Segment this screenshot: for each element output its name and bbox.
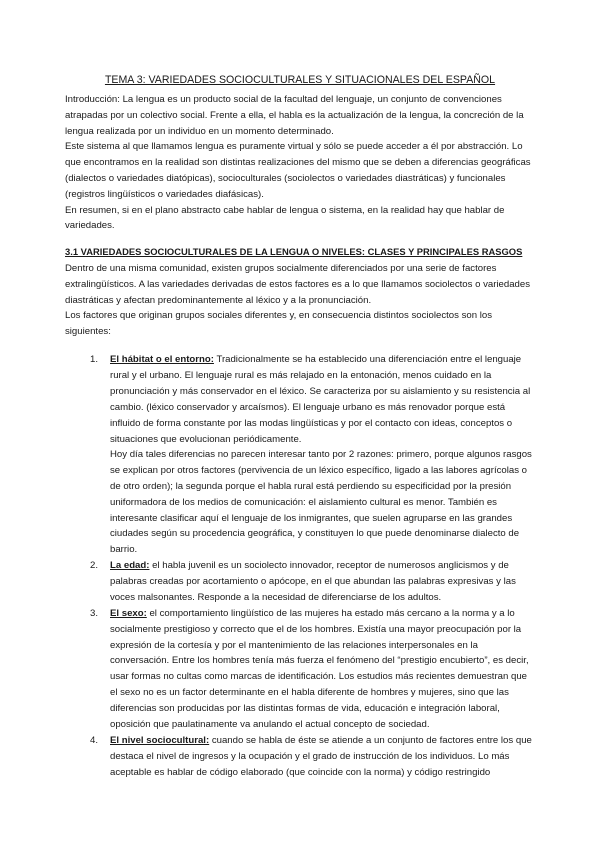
- list-number: 4.: [90, 734, 99, 746]
- introduction: [65, 92, 540, 234]
- section-paragraph: Dentro de una misma comunidad, existen grupos socialmente diferenciados por una serie de factores extralingüísticos. A las variedades derivadas de estos factores es a lo que llamamos sociolectos o variedades diastráticas y afectan predominantemente al léxico y a la pronunciación.: [65, 263, 531, 306]
- intro-paragraph: En resumen, si en el plano abstracto cabe hablar de lengua o sistema, en la realidad hay que hablar de variedades.: [65, 204, 505, 232]
- list-item: [65, 558, 535, 606]
- section-paragraph: Los factores que originan grupos sociales diferentes y, en consecuencia distintos sociolectos son los siguientes:: [65, 310, 492, 338]
- list-item: [65, 606, 535, 733]
- factor-text: Hoy día tales diferencias no parecen interesar tanto por 2 razones: primero, porque algunos rasgos se explican por otros factores (pervivencia de un léxico específico, ligado a las labores agrícolas o de otro orden); la segunda porque el habla rural está perdiendo su especificidad por la presión uniformadora de los medios de comunicación: el aislamiento cultural es menor. También es interesante clasificar aquí el lenguaje de los inmigrantes, que suelen agruparse en las grandes ciudades según su procedencia geográfica, y constituyen lo que puede denominarse dialecto de barrio.: [110, 449, 532, 556]
- factors-list: [65, 352, 535, 781]
- factor-text: el habla juvenil es un sociolecto innovador, receptor de numerosos anglicismos y de palabras creadas por acortamiento o apócope, en el que abundan las palabras expresivas y las voces malsonantes. Responde a la necesidad de diferenciarse de los adultos.: [110, 560, 516, 603]
- factor-text: cuando se habla de éste se atiende a un conjunto de factores entre los que destaca el nivel de ingresos y la ocupación y el grado de instrucción de los individuos. Lo más aceptable es hablar de código elaborado (que coincide con la norma) y código restringido: [110, 734, 532, 778]
- list-number: 1.: [90, 354, 99, 365]
- document-title: TEMA 3: VARIEDADES SOCIOCULTURALES Y SITUACIONALES DEL ESPAÑOL: [104, 74, 496, 86]
- factor-term: El sexo:: [110, 607, 147, 619]
- list-number: 3.: [90, 607, 99, 619]
- list-item: [65, 733, 535, 781]
- list-item: [65, 352, 535, 558]
- factor-term: La edad:: [110, 560, 150, 572]
- factor-paragraph: [110, 354, 530, 445]
- intro-paragraph: Este sistema al que llamamos lengua es puramente virtual y sólo se puede acceder a él por abstracción. Lo que encontramos en la realidad son distintas realizaciones del mismo que se deben a diferencias geográficas (dialectos o variedades diatópicas), socioculturales (sociolectos o variedades diastráticas) y funcionales (registros lingüísticos o variedades diafásicas).: [65, 141, 531, 200]
- section-heading: 3.1 VARIEDADES SOCIOCULTURALES DE LA LENGUA O NIVELES: CLASES Y PRINCIPALES RASGOS: [65, 246, 523, 257]
- factor-text: Tradicionalmente se ha establecido una diferenciación entre el lenguaje rural y el urbano. El lenguaje rural es más relajado en la entonación, menos cuidado en la pronunciación y más conservador en el léxico. Se caracteriza por su aislamiento y su resistencia al cambio. (léxico conservador y arcaísmos). El lenguaje urbano es más renovador porque está influido de forma constante por las modas lingüísticas y por el contacto con ideas, conceptos o situaciones que evolucionan periódicamente.: [110, 354, 531, 445]
- section-intro: [65, 261, 540, 340]
- factor-term: El hábitat o el entorno:: [110, 354, 214, 365]
- list-number: 2.: [90, 560, 99, 572]
- factor-term: El nivel sociocultural:: [110, 734, 210, 746]
- factor-text: el comportamiento lingüístico de las mujeres ha estado más cercano a la norma y a lo socialmente prestigioso y correcto que el de los hombres. Existía una mayor preocupación por la expresión de la cortesía y por el mantenimiento de las relaciones interpersonales en la conversación. Entre los hombres tenía más fuerza el fenómeno del “prestigio encubierto”, es decir, usar formas no cultas como marcas de identificación. Los estudios más recientes demuestran que el sexo no es un factor determinante en el habla diferente de hombres y mujeres, sino que las diferencias son producidas por las distintas formas de vida, educación e integración laboral, oposición que paulatinamente va anulando el actual concepto de sociedad.: [110, 607, 529, 731]
- intro-paragraph: Introducción: La lengua es un producto social de la facultad del lenguaje, un conjunto de convenciones atrapadas por un colectivo social. Frente a ella, el habla es la actualización de la lengua, la concreción de la lengua realizada por un individuo en un momento determinado.: [65, 94, 524, 137]
